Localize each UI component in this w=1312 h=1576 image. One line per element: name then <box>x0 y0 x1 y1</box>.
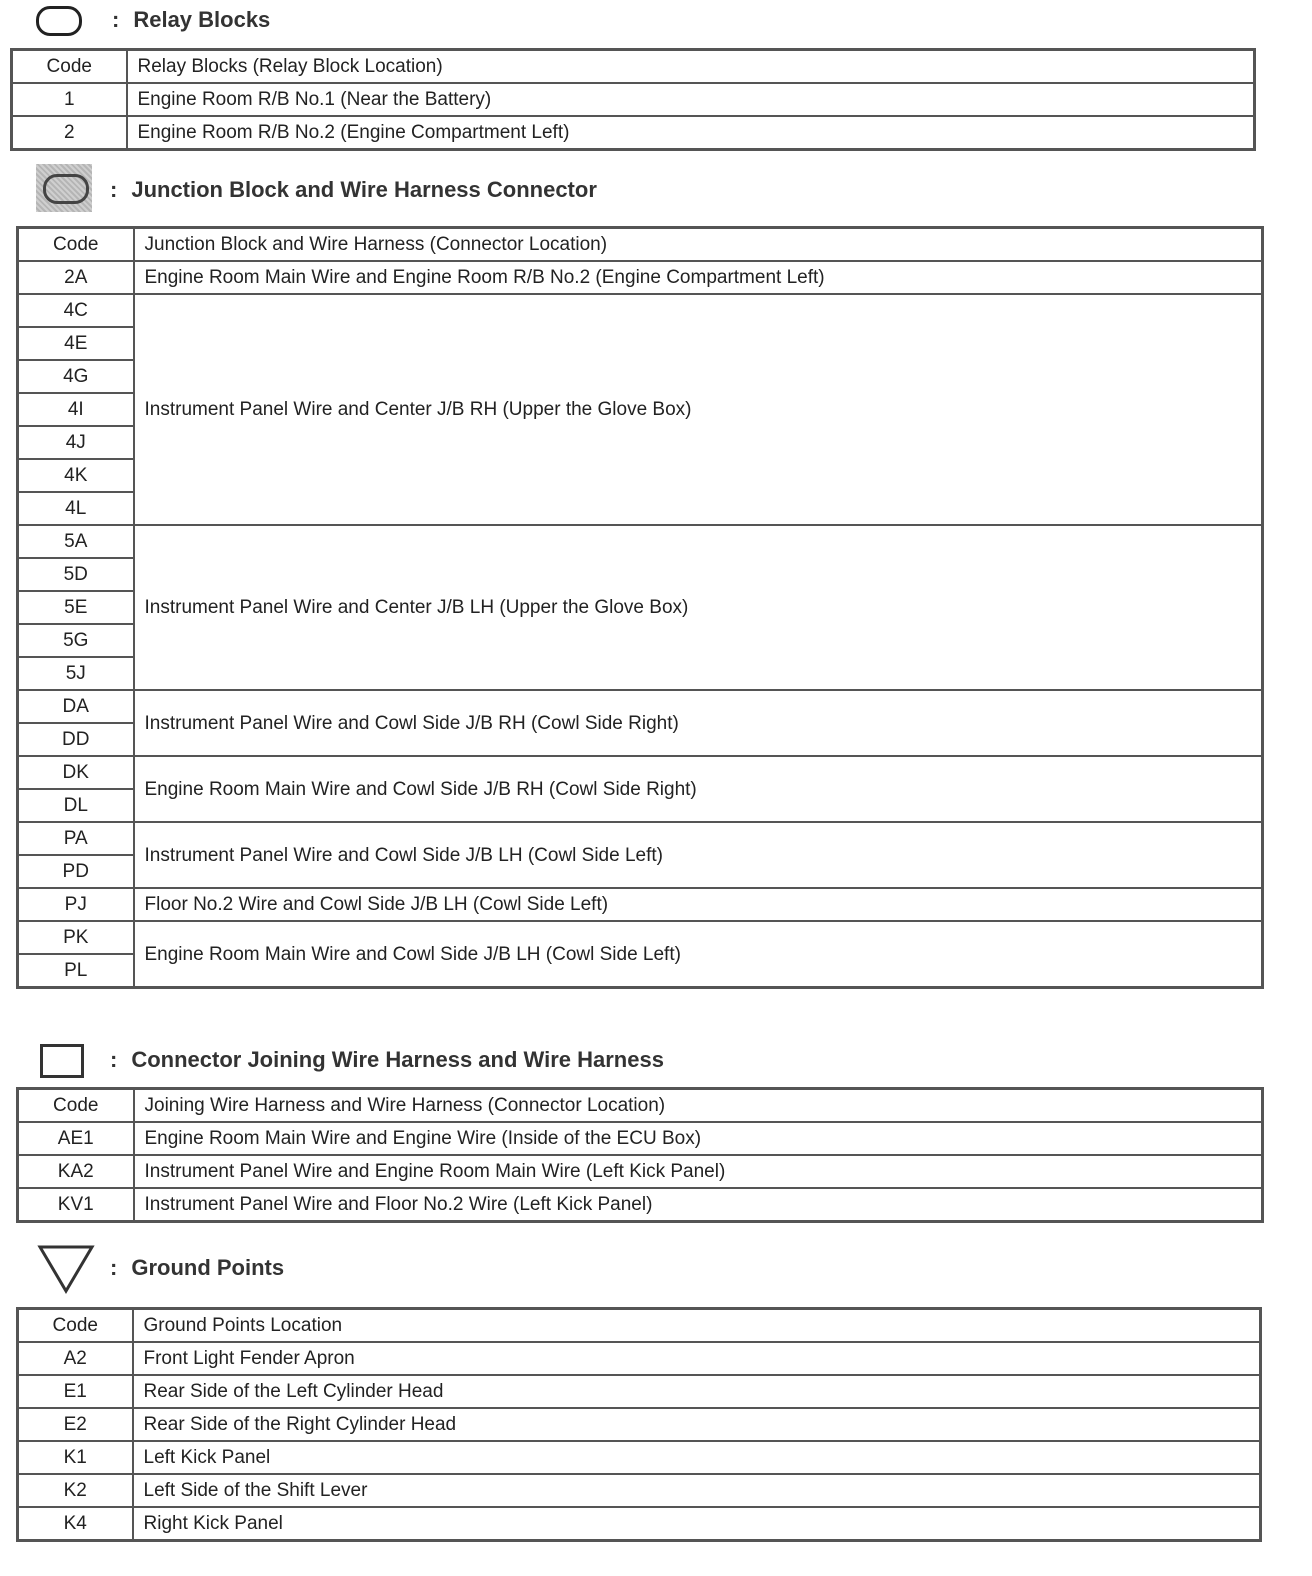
code-cell: K1 <box>18 1441 133 1474</box>
code-cell: 2 <box>12 116 127 150</box>
table-row <box>18 822 1263 855</box>
ground-points-title: Ground Points <box>131 1255 285 1280</box>
code-cell: 4L <box>18 492 134 525</box>
table-row <box>18 1441 1261 1474</box>
relay-blocks-heading <box>28 0 270 40</box>
table-row <box>18 1507 1261 1541</box>
code-cell: 4C <box>18 294 134 327</box>
heading-colon: : <box>110 1255 118 1280</box>
location-cell: Rear Side of the Right Cylinder Head <box>133 1408 1261 1441</box>
column-header-code: Code <box>18 1089 134 1123</box>
code-cell: A2 <box>18 1342 133 1375</box>
ground-points-table <box>16 1307 1262 1542</box>
junction-blocks-heading <box>36 170 597 210</box>
code-cell: 5A <box>18 525 134 558</box>
code-cell: K4 <box>18 1507 133 1541</box>
code-cell: DA <box>18 690 134 723</box>
code-cell: 4I <box>18 393 134 426</box>
location-cell: Instrument Panel Wire and Cowl Side J/B RH (Cowl Side Right) <box>134 690 1263 756</box>
relay-blocks-title: Relay Blocks <box>133 7 271 32</box>
connectors-table <box>16 1087 1264 1223</box>
location-cell: Floor No.2 Wire and Cowl Side J/B LH (Cowl Side Left) <box>134 888 1263 921</box>
table-header-row <box>18 228 1263 262</box>
table-row <box>18 1188 1263 1222</box>
column-header-location: Relay Blocks (Relay Block Location) <box>127 50 1255 84</box>
junction-blocks-table <box>16 226 1264 989</box>
code-cell: 2A <box>18 261 134 294</box>
connectors-heading <box>36 1040 664 1080</box>
table-row <box>18 261 1263 294</box>
code-cell: DL <box>18 789 134 822</box>
code-cell: 5J <box>18 657 134 690</box>
code-cell: 4J <box>18 426 134 459</box>
location-cell: Engine Room R/B No.1 (Near the Battery) <box>127 83 1255 116</box>
location-cell: Instrument Panel Wire and Center J/B LH (Upper the Glove Box) <box>134 525 1263 690</box>
location-cell: Rear Side of the Left Cylinder Head <box>133 1375 1261 1408</box>
code-cell: PJ <box>18 888 134 921</box>
table-row <box>18 1375 1261 1408</box>
column-header-code: Code <box>18 1309 133 1343</box>
location-cell: Engine Room Main Wire and Cowl Side J/B LH (Cowl Side Left) <box>134 921 1263 988</box>
code-cell: KV1 <box>18 1188 134 1222</box>
table-row <box>18 1408 1261 1441</box>
code-cell: PD <box>18 855 134 888</box>
table-row <box>18 1155 1263 1188</box>
relay-blocks-table <box>10 48 1256 151</box>
code-cell: 5D <box>18 558 134 591</box>
table-row <box>18 1474 1261 1507</box>
column-header-location: Joining Wire Harness and Wire Harness (Connector Location) <box>134 1089 1263 1123</box>
code-cell: PK <box>18 921 134 954</box>
code-cell: DD <box>18 723 134 756</box>
code-cell: 1 <box>12 83 127 116</box>
location-cell: Left Kick Panel <box>133 1441 1261 1474</box>
code-cell: 4K <box>18 459 134 492</box>
table-row <box>18 1342 1261 1375</box>
column-header-location: Ground Points Location <box>133 1309 1261 1343</box>
code-cell: 4G <box>18 360 134 393</box>
junction-blocks-title: Junction Block and Wire Harness Connector <box>131 177 597 202</box>
location-cell: Instrument Panel Wire and Engine Room Main Wire (Left Kick Panel) <box>134 1155 1263 1188</box>
location-cell: Engine Room R/B No.2 (Engine Compartment Left) <box>127 116 1255 150</box>
table-row <box>18 690 1263 723</box>
column-header-code: Code <box>18 228 134 262</box>
location-cell: Instrument Panel Wire and Cowl Side J/B LH (Cowl Side Left) <box>134 822 1263 888</box>
code-cell: E2 <box>18 1408 133 1441</box>
location-cell: Left Side of the Shift Lever <box>133 1474 1261 1507</box>
rectangle-outline-icon <box>36 1040 100 1080</box>
heading-colon: : <box>110 1047 118 1072</box>
shaded-oval-icon <box>36 170 100 210</box>
heading-colon: : <box>110 177 118 202</box>
code-cell: PL <box>18 954 134 988</box>
column-header-location: Junction Block and Wire Harness (Connector Location) <box>134 228 1263 262</box>
location-cell: Engine Room Main Wire and Engine Room R/B No.2 (Engine Compartment Left) <box>134 261 1263 294</box>
code-cell: DK <box>18 756 134 789</box>
column-header-code: Code <box>12 50 127 84</box>
location-cell: Front Light Fender Apron <box>133 1342 1261 1375</box>
table-row <box>18 888 1263 921</box>
code-cell: AE1 <box>18 1122 134 1155</box>
table-row <box>18 294 1263 327</box>
table-row <box>18 921 1263 954</box>
code-cell: PA <box>18 822 134 855</box>
location-cell: Engine Room Main Wire and Engine Wire (Inside of the ECU Box) <box>134 1122 1263 1155</box>
code-cell: KA2 <box>18 1155 134 1188</box>
code-cell: 4E <box>18 327 134 360</box>
code-cell: E1 <box>18 1375 133 1408</box>
table-header-row <box>12 50 1255 84</box>
oval-outline-icon <box>28 0 92 40</box>
code-cell: 5E <box>18 591 134 624</box>
location-cell: Instrument Panel Wire and Floor No.2 Wire (Left Kick Panel) <box>134 1188 1263 1222</box>
location-cell: Engine Room Main Wire and Cowl Side J/B RH (Cowl Side Right) <box>134 756 1263 822</box>
table-header-row <box>18 1309 1261 1343</box>
table-row <box>12 83 1255 116</box>
code-cell: K2 <box>18 1474 133 1507</box>
heading-colon: : <box>112 7 120 32</box>
table-row <box>18 525 1263 558</box>
location-cell: Instrument Panel Wire and Center J/B RH (Upper the Glove Box) <box>134 294 1263 525</box>
table-row <box>12 116 1255 150</box>
ground-points-heading <box>36 1248 284 1288</box>
table-row <box>18 1122 1263 1155</box>
connectors-title: Connector Joining Wire Harness and Wire Harness <box>131 1047 664 1072</box>
table-header-row <box>18 1089 1263 1123</box>
table-row <box>18 756 1263 789</box>
triangle-down-icon <box>36 1248 100 1288</box>
location-cell: Right Kick Panel <box>133 1507 1261 1541</box>
code-cell: 5G <box>18 624 134 657</box>
